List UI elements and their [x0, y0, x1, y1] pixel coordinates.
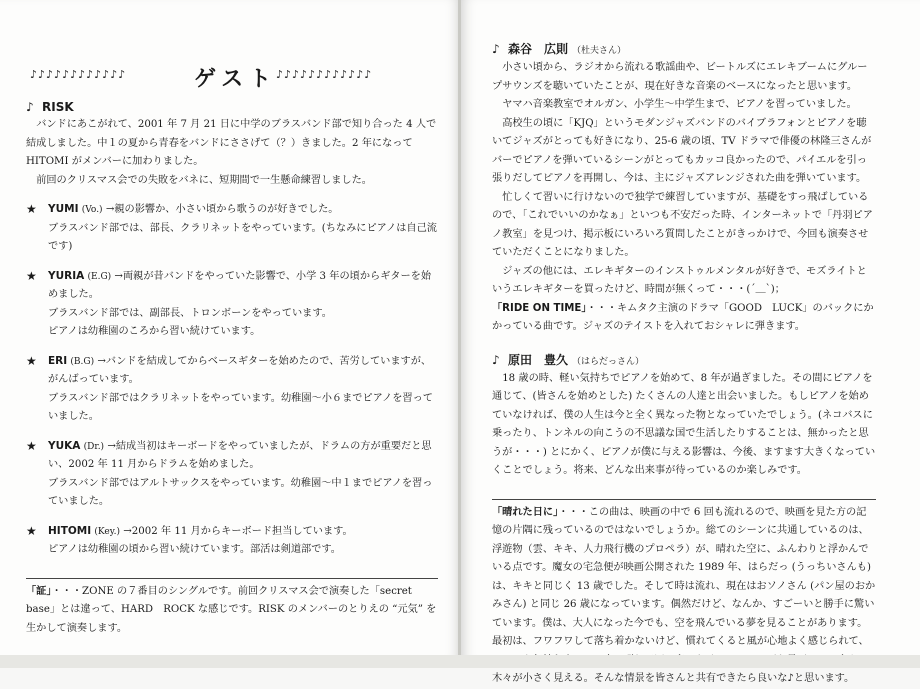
member-role: (E.G) — [87, 271, 112, 282]
performer-nickname: （杜夫さん） — [572, 46, 627, 56]
performer-moriya — [492, 40, 876, 337]
page-bottom-edge — [0, 655, 920, 668]
song-title: 「晴れた日に」 — [492, 506, 559, 518]
member-bio: →親の影響か、小さい頃から歌うのが好きでした。 — [105, 204, 339, 215]
band-intro: 前回のクリスマス会での失敗をバネに、短期間で一生懸命練習しました。 — [36, 174, 372, 186]
music-notes-decoration: ♪♪♪♪♪♪♪♪♪♪♪♪ — [30, 68, 127, 81]
performer-bio: ヤマハ音楽教室でオルガン、小学生〜中学生まで、ピアノを習っていました。 — [502, 99, 857, 110]
member-role: (Key.) — [94, 526, 120, 537]
member-role: (B.G) — [70, 356, 95, 367]
member-bio-cont: ピアノは幼稚園のころから習い続けています。 — [48, 326, 261, 337]
member-hitomi — [26, 522, 438, 560]
music-note-icon: ♪ — [492, 42, 500, 56]
music-note-icon: ♪ — [26, 100, 34, 114]
star-icon: ★ — [26, 523, 37, 538]
performer-bio: 高校生の頃に「KJQ」というモダンジャズバンドのバイブラフォンとピアノを聴いてジャズがとっても好きになり、25-6 歳の頃、TV ドラマで俳優の林隆三さんがバーでピアノを弾いているシーンがとってもカッコ良かったので、パイエルを引っ張りだしてピアノを再開し、今は、主にジャズアレンジされた曲を弾いています。 — [492, 117, 872, 184]
performer-bio: 忙しくて習いに行けないので独学で練習していますが、基礎をすっ飛ばしているので、「これでいいのかなぁ」といつも不安だった時、インターネットで「丹羽ピアノ教室」を見つけ、掲示板にいろいろ質問したことがきっかけで、今回も演奏させていただくことになりました。 — [492, 191, 873, 258]
performer-bio: ジャズの他には、エレキギターのインストゥルメンタルが好きで、モズライトというエレキギターを買ったけど、時間が無くって・・・(´＿`)； — [492, 265, 867, 295]
member-bio-cont: ブラスバンド部では、副部長、トロンボーンをやっています。 — [48, 307, 332, 319]
song-description: ・・・キムタク主演のドラマ「GOOD LUCK」のバックにかかっている曲です。ジャズのテイストを入れておシャレに弾きます。 — [492, 302, 874, 332]
performer-heading — [492, 40, 876, 57]
member-role: (Dr.) — [83, 441, 105, 452]
member-bio-cont: ブラスバンド部ではアルトサックスをやっています。幼稚園〜中１までピアノを習っていました。 — [48, 477, 433, 507]
star-icon: ★ — [26, 353, 37, 368]
band-intro: バンドにあこがれて、2001 年 7 月 21 日に中学のブラスバンド部で知り合った 4 人で結成しました。中１の夏から青春をバンドにささげて（？）きました。2 年になって HITOMI がメンバーに加わりました。 — [26, 119, 437, 167]
song-note — [26, 583, 438, 639]
member-name: ERI — [48, 354, 68, 367]
song-title: 「RIDE ON TIME」 — [492, 302, 587, 314]
song-title: 「証」 — [26, 585, 52, 597]
page-gutter — [458, 0, 461, 660]
member-name: YUMI — [48, 203, 79, 215]
member-name: YUKA — [48, 439, 81, 452]
performer-harada — [492, 351, 876, 689]
performer-name: 森谷 広則 — [508, 42, 569, 56]
performer-name: 原田 豊久 — [508, 352, 569, 367]
performer-nickname: （はらだっさん） — [572, 356, 645, 367]
star-icon: ★ — [26, 268, 37, 283]
performer-heading — [492, 351, 876, 368]
member-yumi — [26, 200, 438, 257]
music-notes-decoration: ♪♪♪♪♪♪♪♪♪♪♪♪ — [276, 68, 373, 81]
member-bio-cont: ピアノは幼稚園の頃から習い続けています。部活は剣道部です。 — [48, 544, 341, 555]
band-heading — [26, 100, 438, 114]
band-name: RISK — [42, 100, 74, 114]
song-description: ・・・この曲は、映画の中で 6 回も流れるので、映画を見た方の記憶の片隅に残っているのではないでしょうか。総てのシーンに共通しているのは、浮遊物（雲、キキ、人力飛行機のプロペラ）が、晴れた空に、ふんわりと浮かんでいる点です。魔女の宅急便が映画公開された 1989 年、はらだっ (うっちいさんも) は、キキと同じく 13 歳でした。そして時は流れ、現在はおソノさん (パン屋のおかみさん) と同じ 26 歳になっています。偶然だけど、なんか、すごーいと勝手に驚いています。僕は、大人になった今でも、空を飛んでいる夢を見ることがあります。最初は、フワフワして落ち着かないけど、慣れてくると風が心地よく感じられて、 木々が小さく見える。そんな情景を皆さんと共有できたら良いな♪と思います。 — [492, 506, 876, 684]
member-name: YURIA — [48, 269, 85, 282]
member-bio: →両親が昔バンドをやっていた影響で、小学 3 年の頃からギターを始めました。 — [48, 270, 432, 300]
right-page — [460, 0, 920, 684]
member-yuka — [26, 437, 438, 512]
guest-header — [26, 60, 438, 94]
page-title: ゲスト — [194, 67, 278, 92]
member-bio: →結成当初はキーボードをやっていましたが、ドラムの方が重要だと思い、2002 年 11 月からドラムを始めました。 — [48, 440, 432, 470]
performer-bio: 小さい頃から、ラジオから流れる歌謡曲や、ビートルズにエレキブームにグループサウンズを聴いていたことが、現在好きな音楽のベースになったと思います。 — [492, 62, 868, 92]
star-icon: ★ — [26, 438, 37, 453]
divider — [26, 578, 438, 579]
star-icon: ★ — [26, 202, 37, 216]
member-bio: →バンドを結成してからベースギターを始めたので、苦労していますが、がんばっています。 — [48, 355, 432, 385]
member-eri — [26, 352, 438, 427]
member-yuria — [26, 267, 438, 342]
member-bio: →2002 年 11 月からキーボード担当しています。 — [123, 525, 353, 537]
performer-bio: 18 歳の時、軽い気持ちでピアノを始めて、8 年が過ぎました。その間にピアノを通じて、(皆さんを始めとした) たくさんの人達と出会いました。もしピアノを始めていなければ、僕の人生は今と全く異なった物となっていたでしょう。(ネコバスに乗ったり、トンネルの向こうの不思議な国で生活したりすることは、無かったと思うが・・・) とにかく、ピアノが僕に与える影響は、今後、ますます大きくなっていくことでしょう。将来、どんな出来事が待っているのか楽しみです。 — [492, 372, 876, 476]
member-name: HITOMI — [48, 524, 92, 537]
song-description: ・・・ZONE の７番目のシングルです。前回クリスマス会で演奏した「secret base」とは違って、HARD ROCK な感じです。RISK のメンバーのとりえの “元気” を生かして演奏します。 — [26, 585, 437, 634]
member-role: (Vo.) — [81, 205, 103, 215]
song-note — [492, 300, 876, 337]
divider — [492, 499, 876, 500]
left-page — [0, 0, 460, 660]
member-bio-cont: ブラスバンド部ではクラリネットをやっています。幼稚園〜小６までピアノを習っていました。 — [48, 392, 433, 422]
music-note-icon: ♪ — [492, 352, 500, 367]
member-bio-cont: ブラスバンド部では、部長、クラリネットをやっています。(ちなみにピアノは自己流です) — [48, 222, 437, 252]
